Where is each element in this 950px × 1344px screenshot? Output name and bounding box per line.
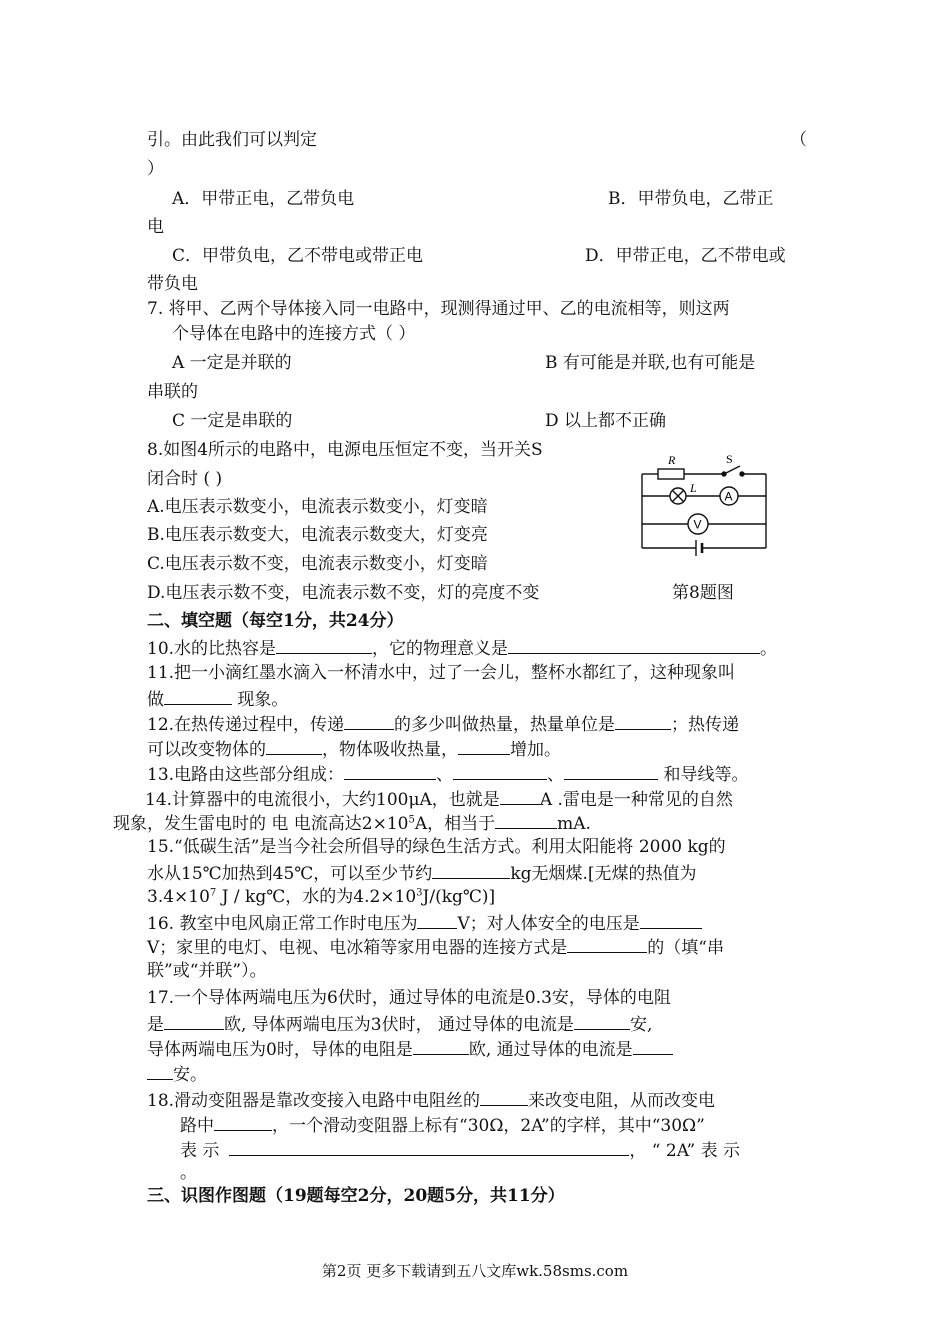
page-footer: 第2页 更多下载请到五八文库wk.58sms.com (321, 1262, 629, 1280)
q6-option-b-cont: 电 (147, 217, 164, 237)
q6-paren-close: ） (147, 159, 164, 179)
q18-line-1: 18.滑动变阻器是靠改变接入电路中电阻丝的 来改变电阻，从而改变电 (147, 1088, 715, 1112)
lamp-label: L (690, 481, 697, 495)
circuit-diagram (636, 452, 772, 556)
figure-caption: 第8题图 (672, 583, 734, 603)
q10: 10.水的比热容是 ，它的物理意义是 。 (147, 636, 777, 660)
resistor-label: R (668, 453, 676, 467)
q6-paren-open: （ (790, 130, 807, 150)
q18-line-3: 表 示 ， “ 2A” 表 示 (180, 1138, 740, 1162)
q8-stem-cont: 闭合时 ( ) (147, 469, 223, 489)
section-2-title: 二、填空题（每空1分，共24分） (147, 611, 404, 631)
q8-stem: 8.如图4所示的电路中，电源电压恒定不变，当开关S (147, 440, 543, 460)
section-3-title: 三、识图作图题（19题每空2分，20题5分，共11分） (147, 1186, 565, 1206)
q6-option-d: D．甲带正电，乙不带电或 (585, 246, 786, 266)
q7-stem-cont: 个导体在电路中的连接方式（ ） (172, 324, 416, 344)
q16-line-1: 16. 教室中电风扇正常工作时电压为 V；对人体安全的电压是 (147, 911, 702, 935)
q8-option-a: A.电压表示数变小，电流表示数变小，灯变暗 (147, 497, 488, 517)
q6-option-b: B．甲带负电，乙带正 (608, 189, 774, 209)
voltmeter-label: V (693, 517, 702, 532)
q11-line-1: 11.把一小滴红墨水滴入一杯清水中，过了一会儿，整杯水都红了，这种现象叫 (147, 663, 736, 683)
q14-line-2: 现象，发生雷电时的 电 电流高达$2\times 10^5A$，相当于 mA. (113, 811, 591, 835)
q7-option-b-cont: 串联的 (147, 382, 198, 402)
q17-line-4: 安。 (147, 1062, 207, 1086)
q7-option-d: D 以上都不正确 (545, 411, 667, 431)
q8-option-b: B.电压表示数变大，电流表示数变大，灯变亮 (147, 525, 488, 545)
q15-line-2: 水从15℃加热到45℃，可以至少节约 kg无烟煤.[无煤的热值为 (147, 861, 697, 885)
q8-option-c: C.电压表示数不变，电流表示数变小，灯变暗 (147, 554, 488, 574)
q15-line-3: $3.4\times 10^7$ J / kg℃，水的为$4.2\times 10^3J/(kg℃)$] (147, 887, 496, 907)
q12-line-2: 可以改变物体的 ，物体吸收热量， 增加。 (147, 737, 561, 761)
q7-stem: 7. 将甲、乙两个导体接入同一电路中，现测得通过甲、乙的电流相等，则这两 (147, 299, 730, 319)
q17-line-1: 17.一个导体两端电压为6伏时，通过导体的电流是0.3安，导体的电阻 (147, 988, 671, 1008)
q6-option-d-cont: 带负电 (147, 274, 198, 294)
q17-line-2: 是 欧, 导体两端电压为3伏时， 通过导体的电流是 安, (147, 1012, 652, 1036)
q6-option-a: A．甲带正电，乙带负电 (172, 189, 355, 209)
q8-option-d: D.电压表示数不变，电流表示数不变，灯的亮度不变 (147, 583, 540, 603)
q17-line-3: 导体两端电压为0时，导体的电阻是 欧, 通过导体的电流是 (147, 1037, 673, 1061)
q7-option-b: B 有可能是并联,也有可能是 (545, 353, 756, 373)
q18-line-4: 。 (180, 1163, 197, 1183)
q11-line-2: 做 现象。 (147, 687, 288, 711)
ammeter-label: A (724, 489, 733, 504)
q18-line-2: 路中 ，一个滑动变阻器上标有“30Ω，2A”的字样，其中“30Ω” (180, 1113, 705, 1137)
q13: 13.电路由这些部分组成： 、 、 和导线等。 (147, 762, 748, 786)
q6-stem-end: 引。由此我们可以判定 (147, 130, 317, 150)
q14-line-1: 14.计算器中的电流很小，大约100μA，也就是 A .雷电是一种常见的自然 (145, 787, 733, 811)
q12-line-1: 12.在热传递过程中，传递 的多少叫做热量，热量单位是 ；热传递 (147, 712, 739, 736)
q7-option-c: C 一定是串联的 (172, 411, 293, 431)
q7-option-a: A 一定是并联的 (172, 353, 292, 373)
q15-line-1: 15.“低碳生活”是当今社会所倡导的绿色生活方式。利用太阳能将 2000 kg的 (147, 837, 726, 857)
q6-option-c: C．甲带负电，乙不带电或带正电 (172, 246, 424, 266)
q16-line-2: V；家里的电灯、电视、电冰箱等家用电器的连接方式是 的（填“串 (147, 935, 724, 959)
q16-line-3: 联”或“并联”）。 (147, 961, 267, 981)
switch-label: S (726, 452, 733, 466)
